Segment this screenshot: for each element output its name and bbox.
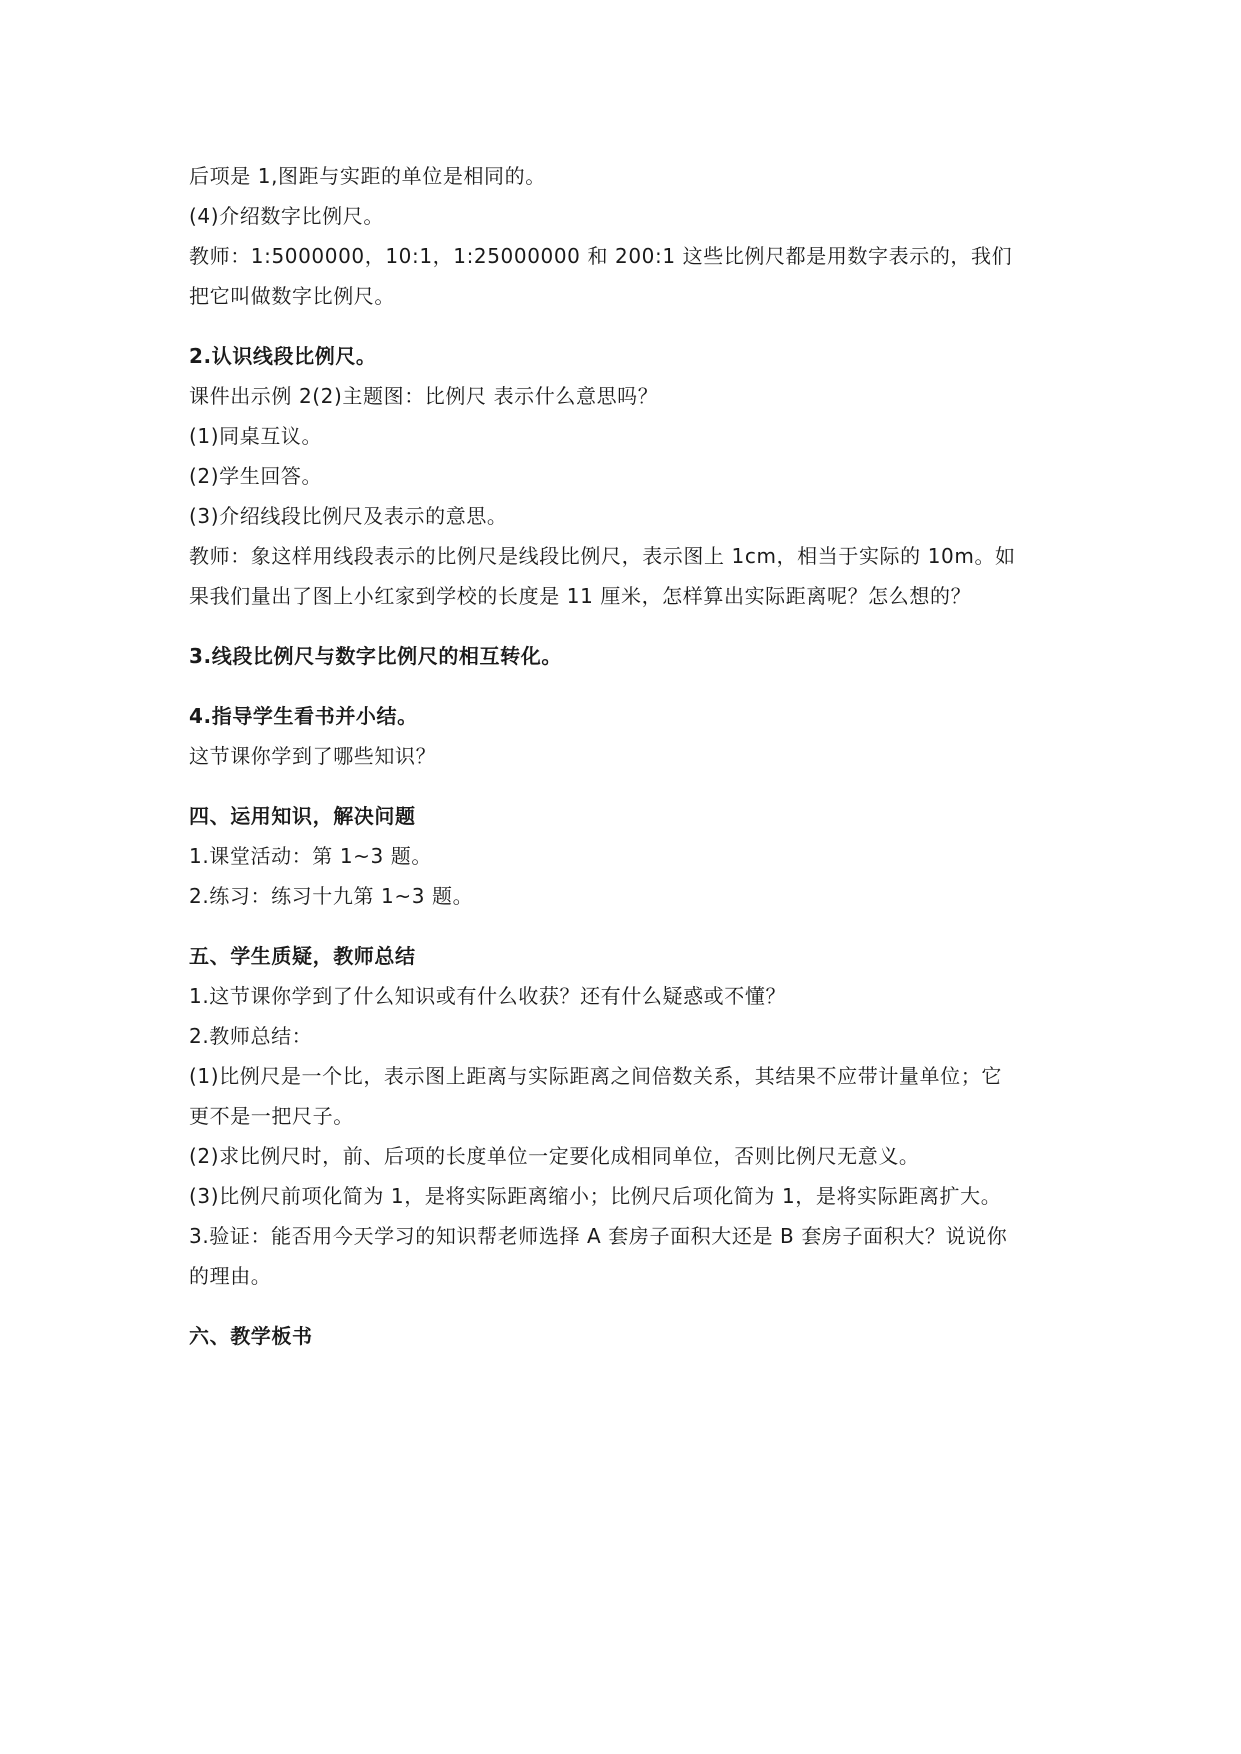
document-body — [189, 156, 1059, 1356]
text-line: (4)介绍数字比例尺。 — [189, 204, 384, 228]
section-heading: 4.指导学生看书并小结。 — [189, 704, 418, 728]
text-line: 2.教师总结： — [189, 1024, 313, 1048]
section-heading: 五、学生质疑，教师总结 — [189, 944, 416, 968]
text-line: 的理由。 — [189, 1264, 272, 1288]
text-line: 果我们量出了图上小红家到学校的长度是 11 厘米，怎样算出实际距离呢？怎么想的？ — [189, 584, 972, 608]
text-line: (3)介绍线段比例尺及表示的意思。 — [189, 504, 508, 528]
text-line: 教师：象这样用线段表示的比例尺是线段比例尺，表示图上 1cm，相当于实际的 10m。如 — [189, 544, 1016, 568]
section-heading: 四、运用知识，解决问题 — [189, 804, 416, 828]
section-heading: 3.线段比例尺与数字比例尺的相互转化。 — [189, 644, 562, 668]
text-line: 课件出示例 2(2)主题图：比例尺 表示什么意思吗？ — [189, 384, 659, 408]
text-line: (1)比例尺是一个比，表示图上距离与实际距离之间倍数关系，其结果不应带计量单位；它 — [189, 1064, 1002, 1088]
text-line: 把它叫做数字比例尺。 — [189, 284, 395, 308]
text-line: (2)学生回答。 — [189, 464, 323, 488]
text-line: (2)求比例尺时，前、后项的长度单位一定要化成相同单位，否则比例尺无意义。 — [189, 1144, 920, 1168]
text-line: 1.课堂活动：第 1~3 题。 — [189, 844, 433, 868]
text-line: 教师：1:5000000，10:1，1:25000000 和 200:1 这些比例尺都是用数字表示的，我们 — [189, 244, 1013, 268]
text-line: (1)同桌互议。 — [189, 424, 323, 448]
text-line: 这节课你学到了哪些知识？ — [189, 744, 437, 768]
text-line: 1.这节课你学到了什么知识或有什么收获？还有什么疑惑或不懂？ — [189, 984, 787, 1008]
text-line: 更不是一把尺子。 — [189, 1104, 354, 1128]
text-line: (3)比例尺前项化简为 1，是将实际距离缩小；比例尺后项化简为 1，是将实际距离扩大。 — [189, 1184, 1002, 1208]
section-heading: 2.认识线段比例尺。 — [189, 344, 377, 368]
text-line: 3.验证：能否用今天学习的知识帮老师选择 A 套房子面积大还是 B 套房子面积大？说说你 — [189, 1224, 1008, 1248]
section-heading: 六、教学板书 — [189, 1324, 313, 1348]
text-line: 2.练习：练习十九第 1~3 题。 — [189, 884, 474, 908]
text-line: 后项是 1,图距与实距的单位是相同的。 — [189, 164, 546, 188]
